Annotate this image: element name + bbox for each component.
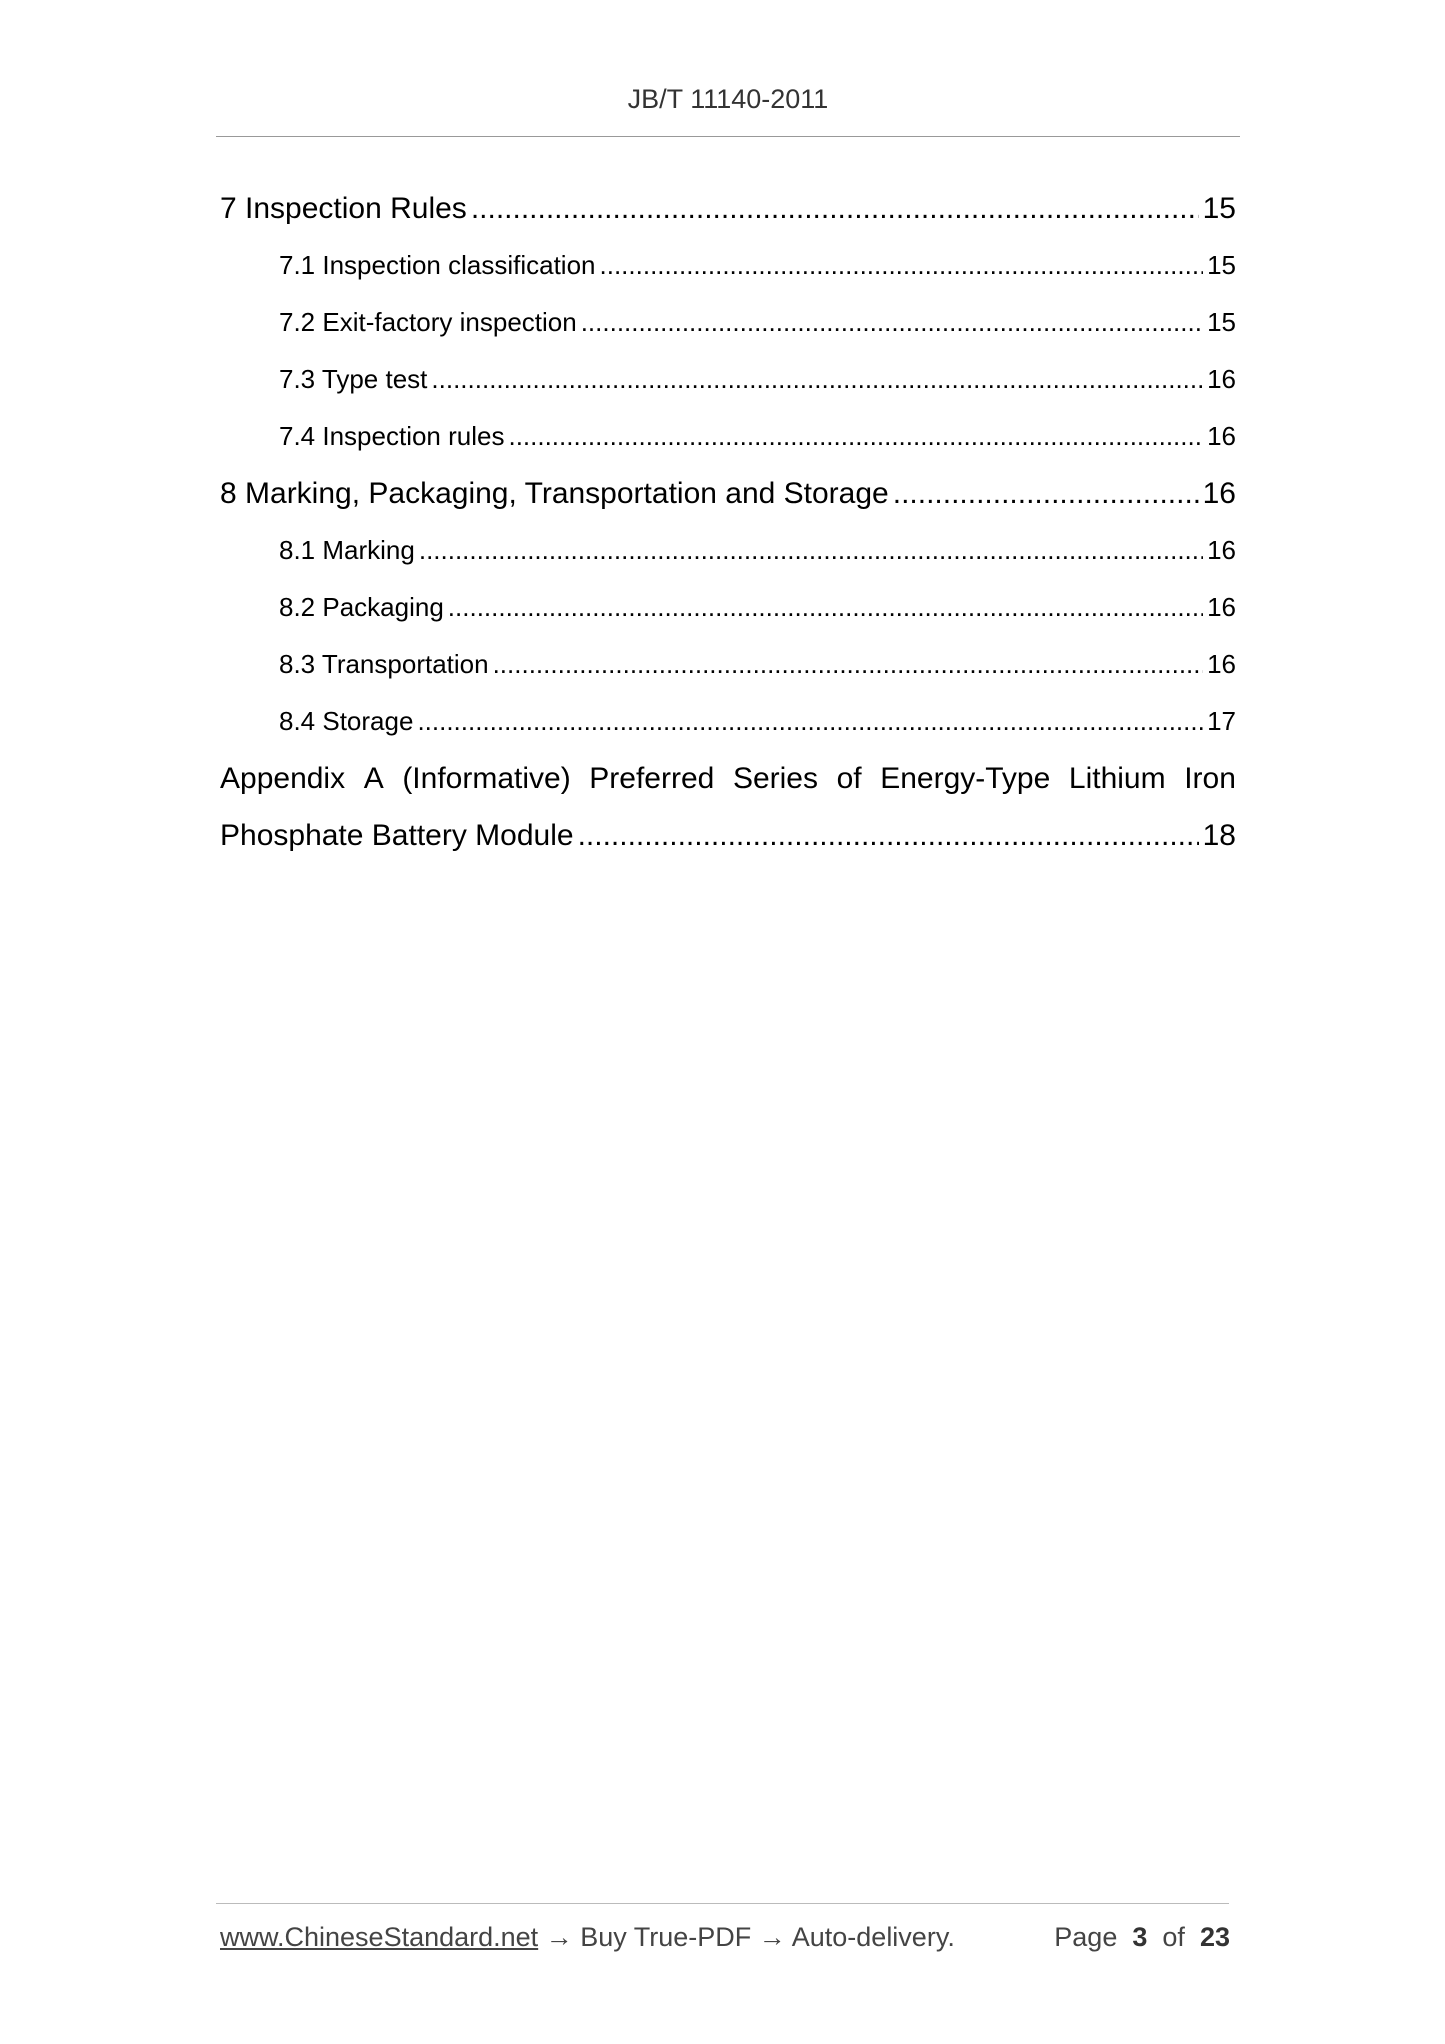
appendix-word: of xyxy=(836,762,862,795)
toc-entry[interactable] xyxy=(220,522,1236,579)
toc-entry[interactable] xyxy=(220,636,1236,693)
toc-leader-dots xyxy=(417,693,1203,750)
footer-tagline: → Buy True-PDF → Auto-delivery. xyxy=(538,1922,955,1952)
toc-entry-page: 16 xyxy=(1207,649,1236,679)
page-current: 3 xyxy=(1132,1922,1148,1952)
toc-entry-title: 7.2 Exit-factory inspection xyxy=(279,307,577,337)
toc-entry-page: 18 xyxy=(1202,819,1236,852)
toc-entry[interactable] xyxy=(220,693,1236,750)
toc-entry-title: 8 Marking, Packaging, Transportation and Storage xyxy=(220,477,889,510)
appendix-word: Iron xyxy=(1184,762,1236,795)
toc-leader-dots xyxy=(581,294,1203,351)
table-of-contents xyxy=(220,180,1236,864)
toc-entry-page: 17 xyxy=(1207,706,1236,736)
toc-leader-dots xyxy=(448,579,1203,636)
appendix-word: Series xyxy=(732,762,818,795)
toc-entry[interactable] xyxy=(220,351,1236,408)
appendix-word: Energy-Type xyxy=(880,762,1051,795)
toc-entry-title: 8.1 Marking xyxy=(279,535,415,565)
page-header: JB/T 11140-2011 xyxy=(627,84,829,114)
toc-entry-title: 8.2 Packaging xyxy=(279,592,444,622)
toc-leader-dots xyxy=(493,636,1204,693)
toc-entry-page: 15 xyxy=(1207,307,1236,337)
toc-entry-title: 7.4 Inspection rules xyxy=(279,421,505,451)
toc-entry-page: 16 xyxy=(1207,364,1236,394)
header-divider xyxy=(216,136,1240,137)
toc-leader-dots xyxy=(508,408,1203,465)
page-label: Page xyxy=(1054,1922,1118,1952)
toc-entry-title: Phosphate Battery Module xyxy=(220,819,574,852)
page-total: 23 xyxy=(1199,1922,1230,1952)
toc-entry-page: 16 xyxy=(1207,535,1236,565)
footer-promo xyxy=(220,1922,955,1953)
toc-entry-page: 15 xyxy=(1202,192,1236,225)
toc-entry-title: 8.4 Storage xyxy=(279,706,414,736)
toc-entry[interactable] xyxy=(220,294,1236,351)
toc-leader-dots xyxy=(893,465,1199,522)
page-counter xyxy=(1054,1922,1230,1953)
toc-entry-title: 8.3 Transportation xyxy=(279,649,489,679)
toc-appendix-line-2[interactable] xyxy=(220,807,1236,864)
toc-entry-page: 15 xyxy=(1207,250,1236,280)
appendix-word: Preferred xyxy=(589,762,715,795)
toc-entry-page: 16 xyxy=(1207,421,1236,451)
toc-entry-title: 7.3 Type test xyxy=(279,364,428,394)
appendix-word: Lithium xyxy=(1068,762,1166,795)
appendix-word: Appendix xyxy=(220,762,346,795)
toc-entry[interactable] xyxy=(220,579,1236,636)
toc-leader-dots xyxy=(600,237,1204,294)
toc-entry-page: 16 xyxy=(1207,592,1236,622)
toc-entry[interactable] xyxy=(220,408,1236,465)
toc-entry-page: 16 xyxy=(1202,477,1236,510)
website-link[interactable]: www.ChineseStandard.net xyxy=(220,1922,539,1952)
page-of: of xyxy=(1162,1922,1185,1952)
toc-leader-dots xyxy=(471,180,1199,237)
toc-appendix-line-1[interactable] xyxy=(220,750,1236,807)
appendix-word: (Informative) xyxy=(402,762,571,795)
appendix-word: A xyxy=(363,762,384,795)
toc-entry-title: 7 Inspection Rules xyxy=(220,192,467,225)
toc-leader-dots xyxy=(431,351,1203,408)
footer-divider xyxy=(216,1903,1229,1904)
toc-entry-title: 7.1 Inspection classification xyxy=(279,250,596,280)
toc-entry[interactable] xyxy=(220,465,1236,522)
toc-entry[interactable] xyxy=(220,237,1236,294)
page-footer xyxy=(220,1922,1230,1953)
toc-leader-dots xyxy=(419,522,1203,579)
toc-leader-dots xyxy=(578,807,1199,864)
toc-entry[interactable] xyxy=(220,180,1236,237)
